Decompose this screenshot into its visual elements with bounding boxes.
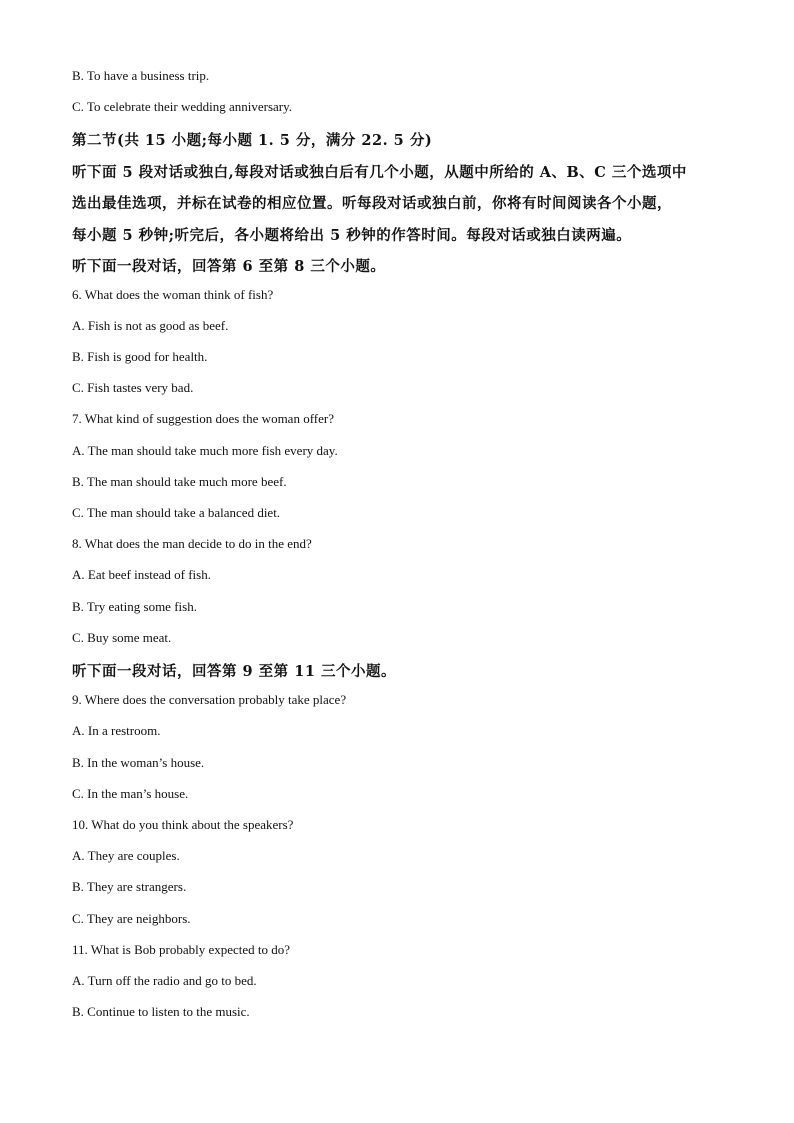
q9-option-c: C. In the man’s house. (72, 786, 189, 801)
instructions-line-2: 选出最佳选项，并标在试卷的相应位置。听每段对话或独白前，你将有时间阅读各个小题， (72, 195, 672, 212)
dialogue-prompt-9-11: 听下面一段对话，回答第 9 至第 11 三个小题。 (72, 663, 396, 680)
q7-option-c: C. The man should take a balanced diet. (72, 505, 281, 520)
option-b-prev: B. To have a business trip. (72, 68, 210, 83)
question-8: 8. What does the man decide to do in the end? (72, 536, 312, 551)
q10-option-b: B. They are strangers. (72, 879, 187, 894)
dialogue-prompt-6-8: 听下面一段对话，回答第 6 至第 8 三个小题。 (72, 258, 386, 275)
q7-option-a: A. The man should take much more fish every day. (72, 443, 338, 458)
q6-option-b: B. Fish is good for health. (72, 349, 208, 364)
q8-option-b: B. Try eating some fish. (72, 599, 197, 614)
question-11: 11. What is Bob probably expected to do? (72, 942, 291, 957)
q9-option-b: B. In the woman’s house. (72, 755, 205, 770)
q11-option-b: B. Continue to listen to the music. (72, 1004, 250, 1019)
q10-option-a: A. They are couples. (72, 848, 180, 863)
q10-option-c: C. They are neighbors. (72, 911, 191, 926)
option-c-prev: C. To celebrate their wedding anniversary. (72, 99, 293, 114)
q7-option-b: B. The man should take much more beef. (72, 474, 287, 489)
section-heading: 第二节(共 15 小题;每小题 1. 5 分，满分 22. 5 分) (72, 132, 433, 149)
q9-option-a: A. In a restroom. (72, 723, 161, 738)
q8-option-a: A. Eat beef instead of fish. (72, 567, 211, 582)
instructions-line-3: 每小题 5 秒钟;听完后，各小题将给出 5 秒钟的作答时间。每段对话或独白读两遍。 (72, 227, 632, 244)
q6-option-a: A. Fish is not as good as beef. (72, 318, 229, 333)
question-7: 7. What kind of suggestion does the woman offer? (72, 411, 334, 426)
question-9: 9. Where does the conversation probably take place? (72, 692, 347, 707)
q6-option-c: C. Fish tastes very bad. (72, 380, 194, 395)
instructions-line-1: 听下面 5 段对话或独白,每段对话或独白后有几个小题，从题中所给的 A、B、C 三个选项中 (72, 164, 687, 181)
q11-option-a: A. Turn off the radio and go to bed. (72, 973, 257, 988)
q8-option-c: C. Buy some meat. (72, 630, 172, 645)
question-6: 6. What does the woman think of fish? (72, 287, 274, 302)
question-10: 10. What do you think about the speakers? (72, 817, 294, 832)
